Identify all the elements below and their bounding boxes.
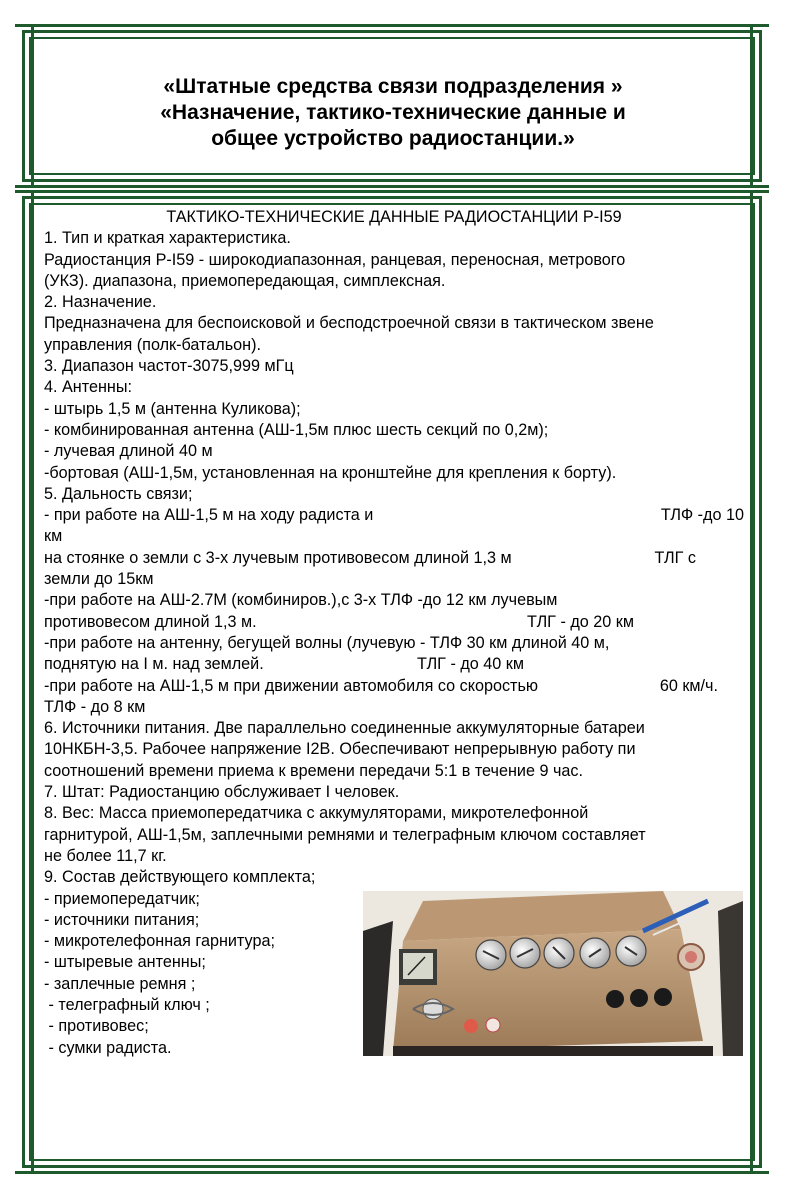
kit-item: - источники питания;: [44, 910, 200, 929]
kit-item: - телеграфный ключ ;: [44, 995, 210, 1014]
text-line: -при работе на АШ-2.7М (комбиниров.),с 3-х ТЛФ -до 12 км лучевым: [44, 591, 558, 610]
kit-item: - приемопередатчик;: [44, 889, 200, 908]
text-line: гарнитурой, АШ-1,5м, заплечными ремнями и телеграфным ключом составляет: [44, 825, 646, 844]
text-line: (УКЗ). диапазона, приемопередающая, симплексная.: [44, 271, 446, 290]
kit-item: - противовес;: [44, 1017, 149, 1036]
text-line: [44, 548, 744, 569]
text-left: на стоянке о земли с 3-х лучевым противовесом длиной 1,3 м: [44, 548, 512, 567]
text-left: - при работе на АШ-1,5 м на ходу радиста и: [44, 506, 374, 525]
text-line: - комбинированная антенна (АШ-1,5м плюс шесть секций по 0,2м);: [44, 420, 549, 439]
text-line: Радиостанция Р-I59 - широкодиапазонная, ранцевая, переносная, метрового: [44, 250, 626, 269]
text-line: 8. Вес: Масса приемопередатчика с аккумуляторами, микротелефонной: [44, 804, 589, 823]
text-line: соотношений времени приема к времени передачи 5:1 в течение 9 час.: [44, 761, 583, 780]
kit-item: - заплечные ремня ;: [44, 974, 196, 993]
text-line: 10НКБН-3,5. Рабочее напряжение I2В. Обеспечивают непрерывную работу пи: [44, 740, 636, 759]
text-right: ТЛГ - до 20 км: [527, 612, 634, 631]
page-title: [40, 74, 746, 152]
text-left: -при работе на АШ-1,5 м при движении автомобиля со скоростью: [44, 676, 539, 695]
text-line: 5. Дальность связи;: [44, 484, 193, 503]
text-line: 6. Источники питания. Две параллельно соединенные аккумуляторные батареи: [44, 719, 645, 738]
text-line: [44, 676, 744, 697]
kit-item: - сумки радиста.: [44, 1038, 172, 1057]
text-left: поднятую на I м. над землей.: [44, 655, 264, 674]
text-line: км: [44, 527, 63, 546]
text-line: Предназначена для беспоисковой и бесподстроечной связи в тактическом звене: [44, 314, 654, 333]
text-line: 1. Тип и краткая характеристика.: [44, 229, 291, 248]
text-line: 9. Состав действующего комплекта;: [44, 868, 316, 887]
text-left: противовесом длиной 1,3 м.: [44, 612, 257, 631]
text-right: ТЛФ -до 10: [660, 506, 744, 525]
text-right: 60 км/ч.: [659, 676, 718, 695]
text-line: 4. Антенны:: [44, 378, 132, 397]
text-line: [44, 612, 744, 633]
text-line: - штырь 1,5 м (антенна Куликова);: [44, 399, 301, 418]
text-line: управления (полк-батальон).: [44, 335, 261, 354]
text-line: - лучевая длиной 40 м: [44, 442, 213, 461]
kit-item: - микротелефонная гарнитура;: [44, 932, 275, 951]
title-line-1: «Штатные средства связи подразделения »: [163, 75, 623, 98]
text-line: 3. Диапазон частот-3075,999 мГц: [44, 357, 294, 376]
text-line: [44, 654, 744, 675]
text-line: -при работе на антенну, бегущей волны (лучевую - ТЛФ 30 км длиной 40 м,: [44, 633, 610, 652]
text-line: не более 11,7 кг.: [44, 846, 167, 865]
kit-item: - штыревые антенны;: [44, 953, 206, 972]
text-line: ТЛФ - до 8 км: [44, 697, 146, 716]
text-line: 7. Штат: Радиостанцию обслуживает I человек.: [44, 783, 400, 802]
text-line: [44, 505, 744, 526]
title-line-3: общее устройство радиостанции.»: [211, 127, 575, 150]
radio-station-photo: [363, 891, 743, 1056]
text-right: ТЛГ - до 40 км: [417, 655, 524, 674]
title-line-2: «Назначение, тактико-технические данные и: [160, 101, 626, 124]
text-right: ТЛГ с: [654, 548, 696, 567]
text-line: 2. Назначение.: [44, 293, 157, 312]
text-line: -бортовая (АШ-1,5м, установленная на кронштейне для крепления к борту).: [44, 463, 617, 482]
specs-title: ТАКТИКО-ТЕХНИЧЕСКИЕ ДАННЫЕ РАДИОСТАНЦИИ Р-I59: [166, 208, 622, 226]
text-line: земли до 15км: [44, 570, 154, 589]
